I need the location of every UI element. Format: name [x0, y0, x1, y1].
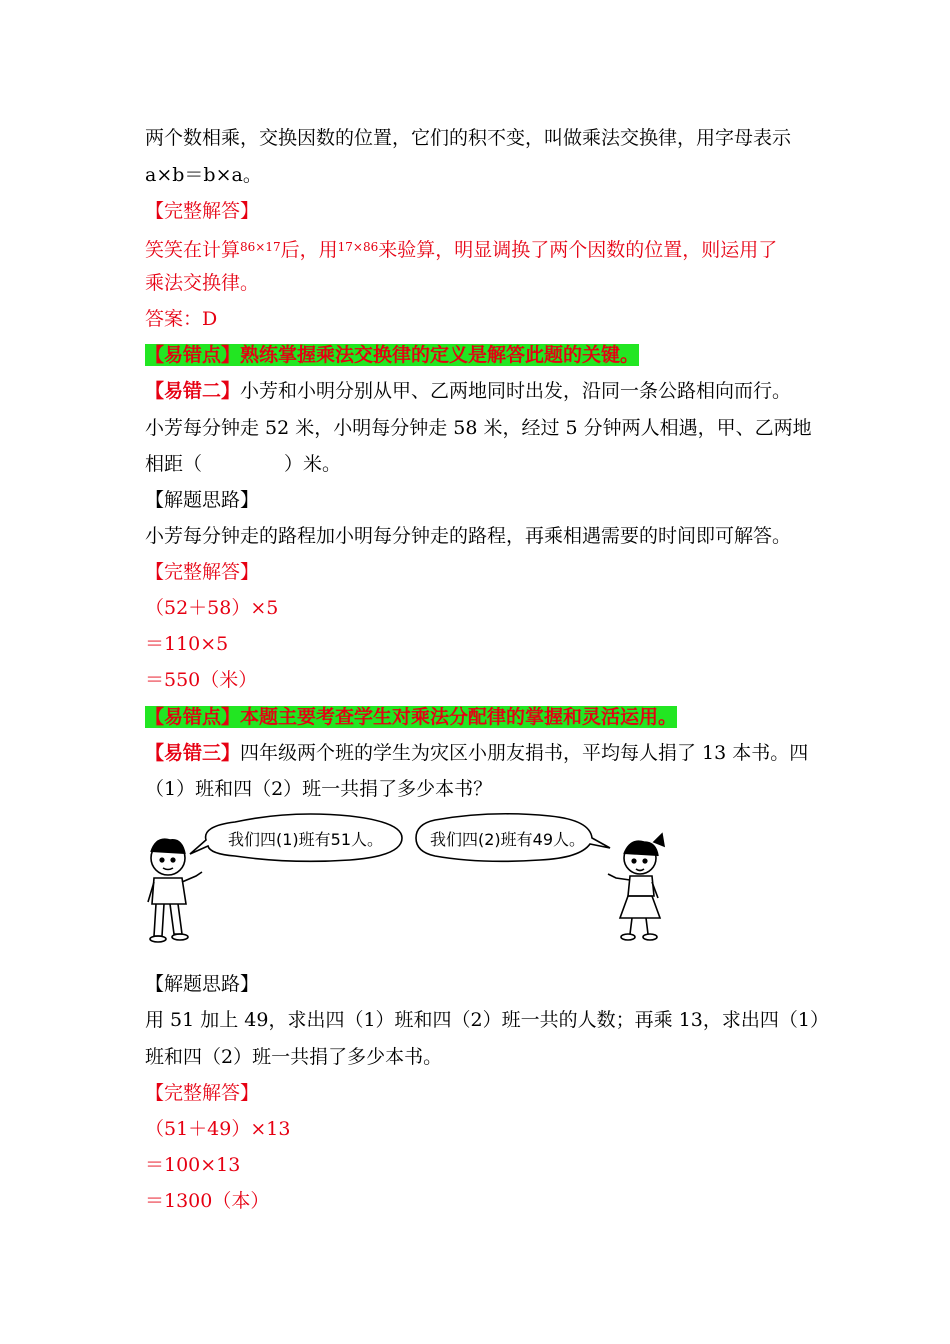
error-point-highlight: 【易错点】熟练掌握乘法交换律的定义是解答此题的关键。 — [145, 344, 640, 366]
problem-text: 小芳和小明分别从甲、乙两地同时出发，沿同一条公路相向而行。 — [240, 380, 792, 402]
text-line: 班和四（2）班一共捐了多少本书。 — [145, 1046, 443, 1068]
problem-line: 小芳每分钟走 52 米，小明每分钟走 58 米，经过 5 分钟两人相遇，甲、乙两地 — [145, 417, 812, 439]
calc-line: ＝110×5 — [145, 633, 229, 655]
problem-text: ）米。 — [284, 453, 342, 475]
problem-tag: 【易错二】 — [145, 380, 241, 402]
calc-line: （51＋49）×13 — [145, 1118, 291, 1140]
answer-line — [145, 234, 777, 260]
problem-line — [145, 451, 341, 477]
error-point-line — [145, 342, 639, 368]
section-heading: 【完整解答】 — [145, 1082, 260, 1104]
error-point-highlight: 【易错点】本题主要考查学生对乘法分配律的掌握和灵活运用。 — [145, 706, 678, 728]
calc-line: ＝100×13 — [145, 1154, 241, 1176]
calc-line: ＝550（米） — [145, 669, 258, 691]
boy-figure — [148, 839, 202, 942]
section-heading: 【完整解答】 — [145, 561, 260, 583]
section-heading: 【完整解答】 — [145, 200, 260, 222]
problem-line: （1）班和四（2）班一共捐了多少本书？ — [145, 778, 493, 800]
problem-line — [145, 740, 808, 766]
math-expression: 17×86 — [337, 240, 379, 254]
problem-tag: 【易错三】 — [145, 742, 241, 764]
speech-bubble-right-text: 我们四(2)班有49人。 — [430, 830, 586, 849]
speech-bubble-left-text: 我们四(1)班有51人。 — [228, 830, 384, 849]
problem-text: 相距（ — [145, 453, 203, 475]
text-line: a×b＝b×a。 — [145, 164, 262, 186]
answer-text: 后，用 — [280, 239, 338, 261]
math-expression: 86×17 — [240, 240, 281, 254]
girl-figure — [608, 834, 664, 940]
text-line: 用 51 加上 49，求出四（1）班和四（2）班一共的人数；再乘 13，求出四（1） — [145, 1009, 829, 1031]
illustration-drawing — [140, 812, 680, 950]
section-heading: 【解题思路】 — [145, 489, 260, 511]
answer-line: 乘法交换律。 — [145, 272, 260, 294]
illustration — [140, 812, 680, 950]
answer-result: 答案：D — [145, 308, 218, 330]
text-line: 小芳每分钟走的路程加小明每分钟走的路程，再乘相遇需要的时间即可解答。 — [145, 525, 792, 547]
text-line: 两个数相乘，交换因数的位置，它们的积不变，叫做乘法交换律，用字母表示 — [145, 127, 792, 149]
problem-line — [145, 378, 791, 404]
section-heading: 【解题思路】 — [145, 973, 260, 995]
answer-text: 笑笑在计算 — [145, 239, 241, 261]
calc-line: ＝1300（本） — [145, 1190, 270, 1212]
calc-line: （52＋58）×5 — [145, 597, 279, 619]
error-point-line — [145, 704, 677, 730]
answer-text: 来验算，明显调换了两个因数的位置，则运用了 — [378, 239, 778, 261]
problem-text: 四年级两个班的学生为灾区小朋友捐书，平均每人捐了 13 本书。四 — [240, 742, 809, 764]
